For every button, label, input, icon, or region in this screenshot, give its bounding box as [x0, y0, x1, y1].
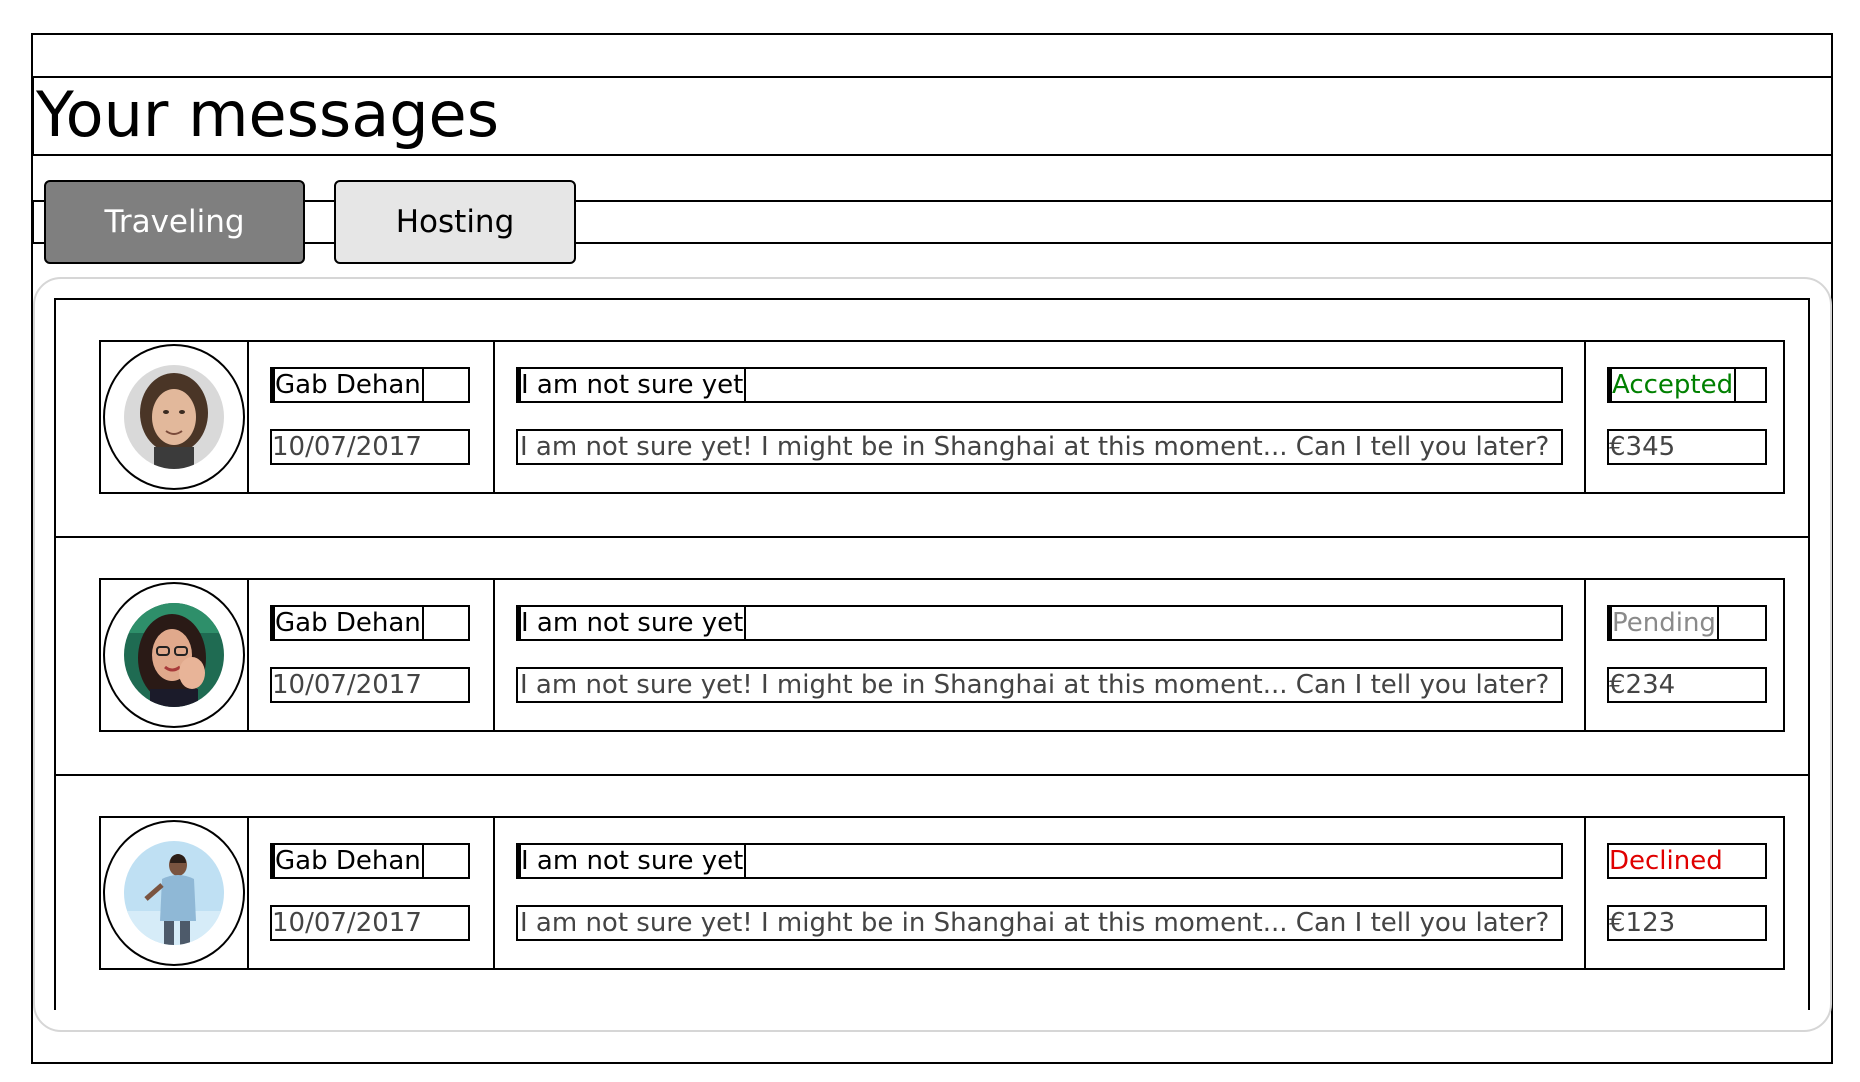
message-item[interactable] [56, 300, 1808, 538]
tab-traveling[interactable]: Traveling [44, 180, 305, 264]
avatar[interactable] [103, 820, 245, 966]
message-date: 10/07/2017 [270, 429, 470, 465]
meta-cell [249, 342, 495, 492]
price: €234 [1607, 667, 1767, 703]
status-cell [1586, 818, 1783, 968]
message-subject[interactable]: I am not sure yet [516, 605, 1563, 641]
message-row[interactable] [99, 816, 1785, 970]
avatar[interactable] [103, 344, 245, 490]
tab-hosting[interactable]: Hosting [334, 180, 576, 264]
price: €123 [1607, 905, 1767, 941]
body-cell [495, 818, 1586, 968]
sender-name: Gab Dehan [270, 367, 470, 403]
avatar-cell [101, 818, 249, 968]
sender-name: Gab Dehan [270, 843, 470, 879]
price: €345 [1607, 429, 1767, 465]
avatar[interactable] [103, 582, 245, 728]
message-date: 10/07/2017 [270, 905, 470, 941]
status-badge: Declined [1607, 843, 1767, 879]
status-cell [1586, 342, 1783, 492]
message-item[interactable] [56, 776, 1808, 1010]
message-item[interactable] [56, 538, 1808, 776]
avatar-woman-glasses-icon [124, 603, 224, 707]
avatar-man-long-hair-icon [124, 365, 224, 469]
message-subject[interactable]: I am not sure yet [516, 367, 1563, 403]
status-cell [1586, 580, 1783, 730]
page-title: Your messages [32, 76, 1833, 156]
body-cell [495, 580, 1586, 730]
status-badge: Pending [1607, 605, 1767, 641]
message-list [54, 298, 1810, 1010]
avatar-cell [101, 342, 249, 492]
avatar-man-speaking-icon [124, 841, 224, 945]
message-preview: I am not sure yet! I might be in Shanghai at this moment... Can I tell you later? [516, 905, 1563, 941]
body-cell [495, 342, 1586, 492]
message-preview: I am not sure yet! I might be in Shanghai at this moment... Can I tell you later? [516, 429, 1563, 465]
meta-cell [249, 818, 495, 968]
avatar-cell [101, 580, 249, 730]
message-row[interactable] [99, 340, 1785, 494]
meta-cell [249, 580, 495, 730]
message-subject[interactable]: I am not sure yet [516, 843, 1563, 879]
message-date: 10/07/2017 [270, 667, 470, 703]
status-badge: Accepted [1607, 367, 1767, 403]
message-preview: I am not sure yet! I might be in Shanghai at this moment... Can I tell you later? [516, 667, 1563, 703]
message-row[interactable] [99, 578, 1785, 732]
sender-name: Gab Dehan [270, 605, 470, 641]
